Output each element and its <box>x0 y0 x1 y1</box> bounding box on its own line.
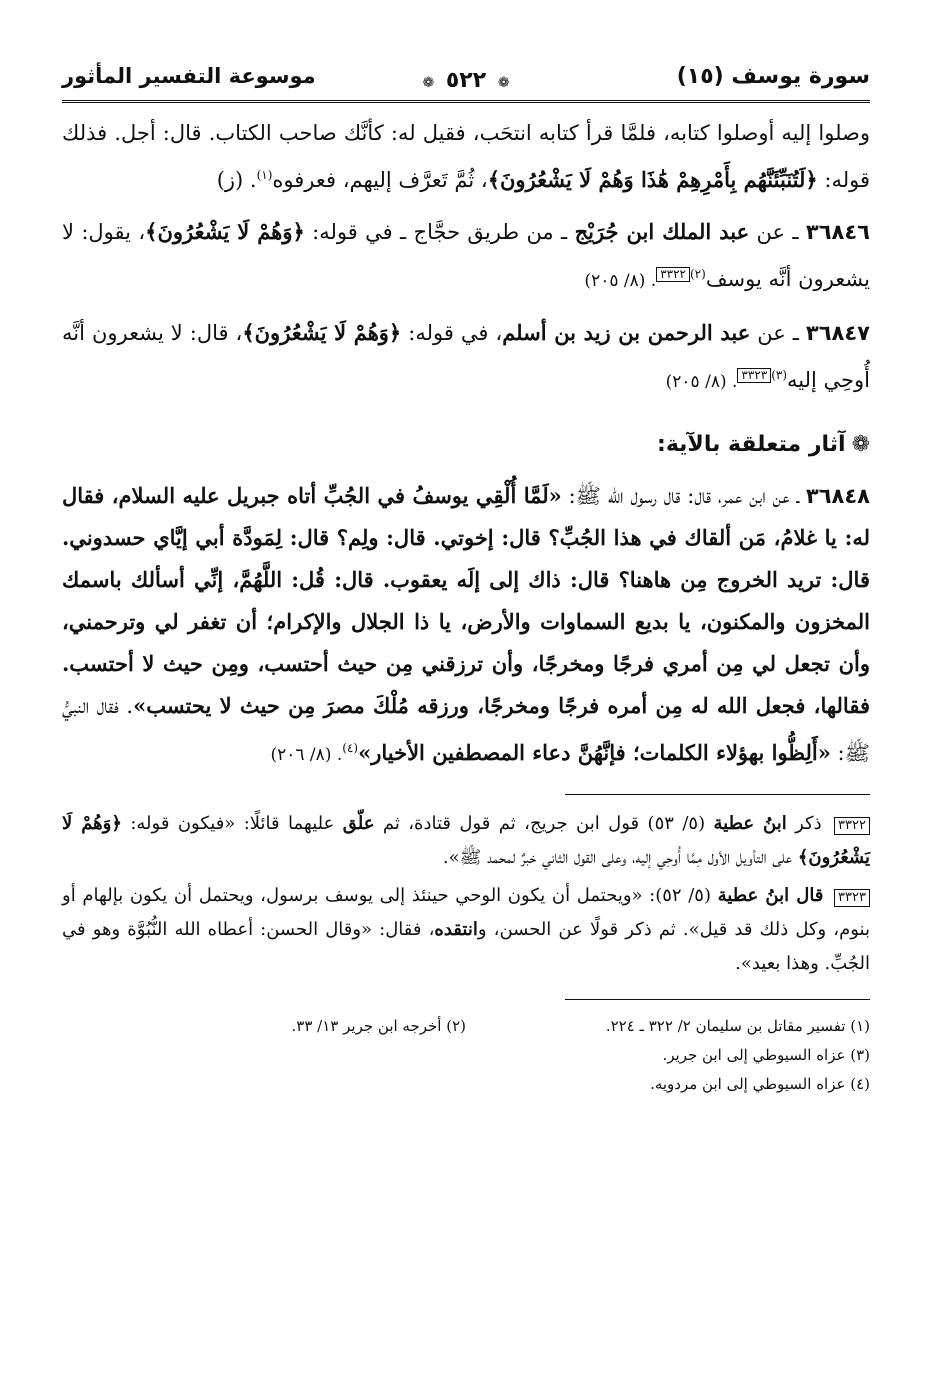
volume-reference: . (٨/ ٢٠٥) <box>665 372 738 392</box>
narration-entry <box>62 211 870 302</box>
intro-text: قال: أجل. فذلك قوله: <box>62 121 870 192</box>
footnotes <box>62 1012 870 1099</box>
footnote-marker: (٢) <box>689 267 706 281</box>
source-code: . (ز) <box>216 168 257 192</box>
footnote-3: (٣) عزاه السيوطي إلى ابن جرير. <box>662 1046 870 1064</box>
entry-number: ٣٦٨٤٦ <box>805 220 870 244</box>
ornament-icon: ❁ <box>497 75 510 91</box>
entry-text: ، في قوله: <box>401 321 503 345</box>
entry-text: ، يقول: لا يشعرون أنَّه يوسف <box>62 220 870 291</box>
main-text <box>62 112 870 776</box>
narration-entry <box>62 312 870 403</box>
note-keyword: انتقده <box>434 919 478 940</box>
note-reference-box: ٣٣٢٢ <box>656 267 690 282</box>
quran-verse: ﴿لَتُنَبِّئَنَّهُم بِأَمْرِهِمْ هَٰذَا وَهُمْ لَا يَشْعُرُونَ﴾ <box>487 167 818 192</box>
notes-divider <box>565 794 870 795</box>
volume-reference: . (٨/ ٢٠٦) <box>270 745 343 765</box>
scholar-name: ابنُ عطية <box>713 813 787 834</box>
note-text: عليهما قائلًا: «فيكون قوله: <box>121 813 343 834</box>
commentary-notes <box>62 807 870 981</box>
hadith-text: «لَمَّا أُلْقِي يوسفُ في الجُبِّ أتاه جبريل عليه السلام، فقال له: يا غلامُ، مَن ألقاك في هذا الجُبِّ؟ قال: إخوتي. قال: ولِم؟ قال: لِمَودَّة أبي إيَّاي حسدوني. قال: تريد الخروج مِن هاهنا؟ قال: ذاك إلى إلَه يعقوب. قال: قُل: اللَّهُمَّ، إنِّي أسألك باسمك المخزون والمكنون، يا بديع السماوات والأرض، يا ذا الجلال والإكرام؛ أن تغفر لي وترحمني، وأن تجعل لي مِن أمري فرجًا ومخرجًا، وأن ترزقني مِن حيث أحتسب، ومِن حيث لا أحتسب. فقالها، فجعل الله له مِن أمره فرجًا ومخرجًا، ورزقه مُلْكَ مصرَ مِن حيث لا يحتسب» <box>62 483 870 718</box>
entry-number: ٣٦٨٤٨ <box>805 484 870 508</box>
footnote-marker: (٣) <box>771 368 788 382</box>
note-text: ذكر <box>786 813 831 834</box>
quran-verse: ﴿وَهُمْ لَا يَشْعُرُونَ﴾ <box>145 219 305 244</box>
header-divider <box>62 100 870 103</box>
note-number-box: ٣٣٢٢ <box>834 817 870 835</box>
entry-text: ـ عن ابن عمر، قال: قال رسول الله ﷺ: <box>561 484 806 508</box>
intro-text: ، ثُمَّ تَعرَّف إليهم، فعرفوه <box>272 168 488 192</box>
document-page <box>62 62 870 1099</box>
hadith-entry <box>62 475 870 776</box>
entry-text: ـ من طريق حجَّاج ـ في قوله: <box>304 220 575 244</box>
note-number-box: ٣٣٢٣ <box>834 889 870 907</box>
entry-text: ، قال: لا يشعرون أنَّه أُوحِي إليه <box>62 321 870 392</box>
footnote-2: (٢) أخرجه ابن جرير ١٣/ ٣٣. <box>291 1017 466 1035</box>
footnotes-divider <box>565 999 870 1000</box>
hadith-text: «أَلِظُّوا بهؤلاء الكلمات؛ فإنَّهُنَّ دعاء المصطفين الأخيار» <box>358 740 831 765</box>
volume-reference: . (٨/ ٢٠٥) <box>584 271 657 291</box>
note-reference-box: ٣٣٢٣ <box>737 368 771 383</box>
note-text: على التأويل الأول مِمَّا أُوحِي إليه، وعلى القول الثاني خبرٌ لمحمد ﷺ». <box>442 847 798 868</box>
footnote-marker: (١) <box>256 168 273 182</box>
surah-number: (١٥) <box>676 64 724 89</box>
entry-text: ـ عن <box>750 321 806 345</box>
entry-text: ـ عن <box>749 220 806 244</box>
note-text: (٥/ ٥٣) قول ابن جريج، ثم قول قتادة، ثم <box>374 813 714 834</box>
flower-icon: ❁ <box>851 432 870 457</box>
footnote-marker: (٤) <box>342 741 359 755</box>
narrator-name: عبد الرحمن بن زيد بن أسلم <box>502 320 751 345</box>
entry-text: . فقال النبيُّ ﷺ: <box>62 694 870 765</box>
section-title: آثار متعلقة بالآية: <box>657 432 846 457</box>
footnote-row <box>62 1012 870 1041</box>
book-title: موسوعة التفسير المأثور <box>62 64 316 88</box>
page-number: ٥٢٢ <box>445 68 487 93</box>
entry-number: ٣٦٨٤٧ <box>805 321 870 345</box>
page-header <box>62 62 870 112</box>
note-text: (٥/ ٥٢): «ويحتمل أن يكون الوحي حينئذ إلى يوسف برسول، ويحتمل أن يكون بإلهام أو بنوم، وكل ذلك قد قيل». ثم ذكر قولًا عن الحسن، و <box>62 885 870 940</box>
quran-verse: ﴿وَهُمْ لَا يَشْعُرُونَ﴾ <box>242 320 402 345</box>
ornament-icon: ❁ <box>422 75 435 91</box>
scholar-name: قال ابنُ عطية <box>717 885 824 906</box>
note-keyword: علّق <box>342 813 375 834</box>
note-text: ، فقال: «وقال الحسن: أعطاه الله النُّبُوَّة وهو في الجُبِّ. وهذا بعيد». <box>62 919 870 974</box>
commentary-note <box>62 807 870 875</box>
footnote-4: (٤) عزاه السيوطي إلى ابن مردويه. <box>650 1075 870 1093</box>
footnote-1: (١) تفسير مقاتل بن سليمان ٢/ ٣٢٢ ـ ٢٢٤. <box>605 1017 870 1035</box>
intro-paragraph <box>62 112 870 201</box>
note-text <box>823 885 830 906</box>
surah-name: سورة يوسف <box>731 64 870 89</box>
intro-text: وصلوا إليه أوصلوا كتابه، فلمَّا قرأ كتابه انتحَب، فقيل له: كأنَّك صاحب الكتاب. <box>208 121 870 145</box>
section-heading <box>62 425 870 465</box>
narrator-name: عبد الملك ابن جُرَيْج <box>574 219 750 244</box>
quran-verse: ﴿وَهُمْ لَا يَشْعُرُونَ﴾ <box>62 813 870 868</box>
commentary-note <box>62 879 870 981</box>
